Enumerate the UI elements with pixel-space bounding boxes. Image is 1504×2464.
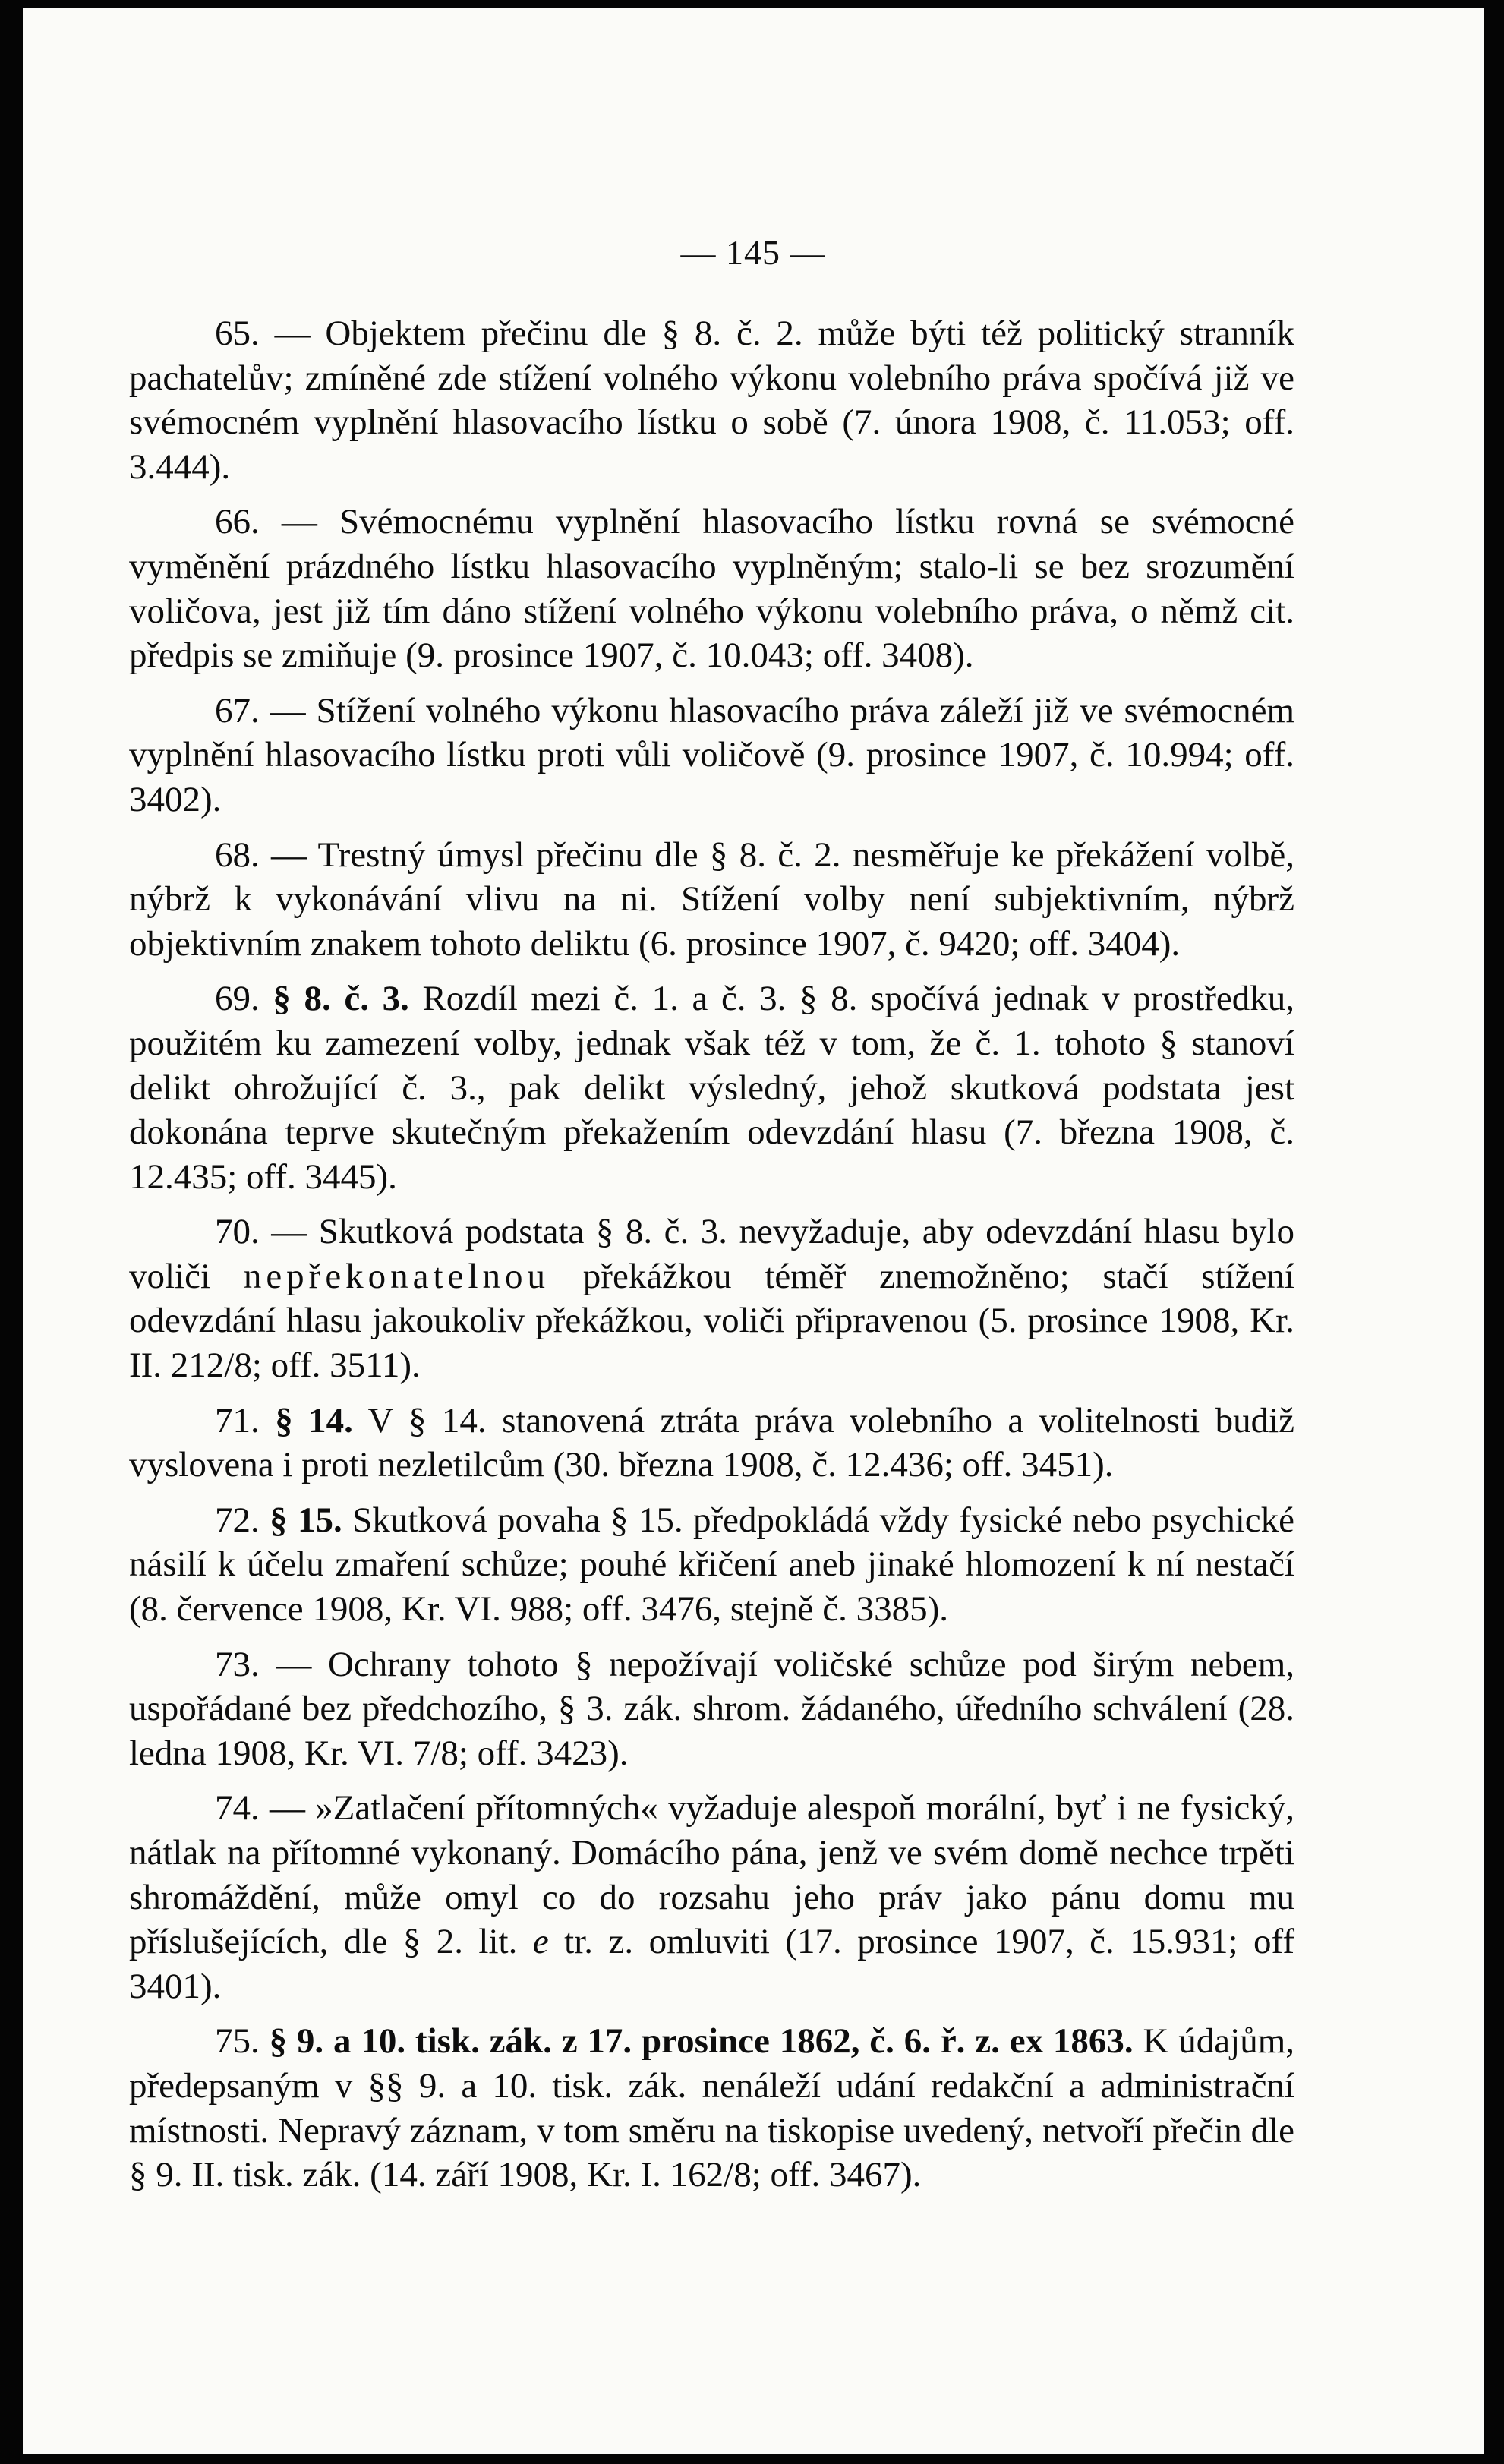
paragraph-text: 75. [215, 2021, 270, 2062]
paragraph-text: překážkou téměř znemožněno; stačí stížení odevzdání hlasu jakoukoliv překážkou, voliči připravenou (5. prosince 1908, Kr. II. 212/8; off. 3511). [129, 1256, 1294, 1386]
decision-paragraph [129, 1642, 1294, 1776]
decision-paragraph [129, 976, 1294, 1199]
paragraph-text: Rozdíl mezi č. 1. a č. 3. § 8. spočívá jednak v prostředku, použitém ku zamezení volby, jednak však též v tom, že č. 1. tohoto § stanoví delikt ohrožující č. 3., pak delikt výsledný, jehož skutková podstata jest dokonána teprve skutečným překažením odevzdání hlasu (7. března 1908, č. 12.435; off. 3445). [129, 979, 1294, 1197]
paragraph-text: 68. — Trestný úmysl přečinu dle § 8. č. 2. nesměřuje ke překážení volbě, nýbrž k vykonávání vlivu na ni. Stížení volby není subjektivním, nýbrž objektivním znakem tohoto deliktu (6. prosince 1907, č. 9420; off. 3404). [129, 834, 1294, 964]
paragraph-text: 72. [215, 1500, 270, 1540]
book-page [23, 8, 1484, 2454]
paragraph-bold-heading: § 8. č. 3. [273, 979, 409, 1019]
decision-paragraph [129, 2019, 1294, 2197]
decision-paragraph [129, 1399, 1294, 1488]
paragraph-text: 74. — »Zatlačení přítomných« vyžaduje alespoň morální, byť i ne fysický, nátlak na přítomné vykonaný. Domácího pána, jenž ve svém domě nechce trpěti shromáždění, může omyl co do rozsahu jeho práv jako pánu domu mu příslušejících, dle § 2. lit. [129, 1788, 1294, 1962]
paragraph-bold-heading: § 14. [275, 1400, 353, 1440]
paragraph-text: 69. [215, 979, 273, 1019]
paragraph-text: 67. — Stížení volného výkonu hlasovacího práva záleží již ve svémocném vyplnění hlasovacího lístku proti vůli voličově (9. prosince 1907, č. 10.994; off. 3402). [129, 690, 1294, 819]
paragraph-bold-heading: § 9. a 10. tisk. zák. z 17. prosince 1862, č. 6. ř. z. ex 1863. [269, 2021, 1134, 2062]
italic-letter: e [532, 1922, 549, 1962]
decision-paragraph [129, 500, 1294, 677]
decision-paragraph [129, 311, 1294, 489]
paragraph-text: tr. z. omluviti (17. prosince 1907, č. 15.931; off 3401). [129, 1922, 1294, 2006]
decision-paragraph [129, 833, 1294, 967]
page-number: — 145 — [680, 233, 826, 272]
paragraph-text: V § 14. stanovená ztráta práva volebního a volitelnosti budiž vyslovena i proti nezletilcům (30. března 1908, č. 12.436; off. 3451). [129, 1400, 1295, 1485]
paragraph-text: 65. — Objektem přečinu dle § 8. č. 2. může býti též politický stranník pachatelův; zmíněné zde stížení volného výkonu volebního práva spočívá již ve svémocném vyplnění hlasovacího lístku o sobě (7. února 1908, č. 11.053; off. 3.444). [129, 314, 1294, 487]
paragraph-text: K údajům, předepsaným v §§ 9. a 10. tisk. zák. nenáleží udání redakční a administrační místnosti. Nepravý záznam, v tom směru na tiskopise uvedený, netvoří přečin dle § 9. II. tisk. zák. (14. září 1908, Kr. I. 162/8; off. 3467). [129, 2021, 1295, 2195]
page-text [129, 311, 1294, 2208]
paragraph-bold-heading: § 15. [270, 1500, 342, 1540]
decision-paragraph [129, 1498, 1294, 1632]
decision-paragraph [129, 1210, 1294, 1387]
paragraph-text: Skutková povaha § 15. předpokládá vždy fysické nebo psychické násilí k účelu zmaření schůze; pouhé křičení aneb jinaké hlomození k ní nestačí (8. července 1908, Kr. VI. 988; off. 3476, stejně č. 3385). [129, 1500, 1295, 1630]
paragraph-text: 73. — Ochrany tohoto § nepožívají voličské schůze pod širým nebem, uspořádané bez předchozího, § 3. zák. shrom. žádaného, úředního schválení (28. ledna 1908, Kr. VI. 7/8; off. 3423). [129, 1644, 1294, 1773]
decision-paragraph [129, 1786, 1294, 2008]
paragraph-text: 70. — Skutková podstata § 8. č. 3. nevyžaduje, aby odevzdání hlasu bylo voliči [129, 1212, 1294, 1296]
spaced-emphasis: nepřekonatelnou [243, 1256, 550, 1296]
paragraph-text: 66. — Svémocnému vyplnění hlasovacího lístku rovná se svémocné vyměnění prázdného lístku hlasovacího vyplněným; stalo-li se bez srozumění voličova, jest již tím dáno stížení volného výkonu volebního práva, o němž cit. předpis se zmiňuje (9. prosince 1907, č. 10.043; off. 3408). [129, 502, 1294, 676]
decision-paragraph [129, 689, 1294, 822]
paragraph-text: 71. [215, 1400, 276, 1440]
